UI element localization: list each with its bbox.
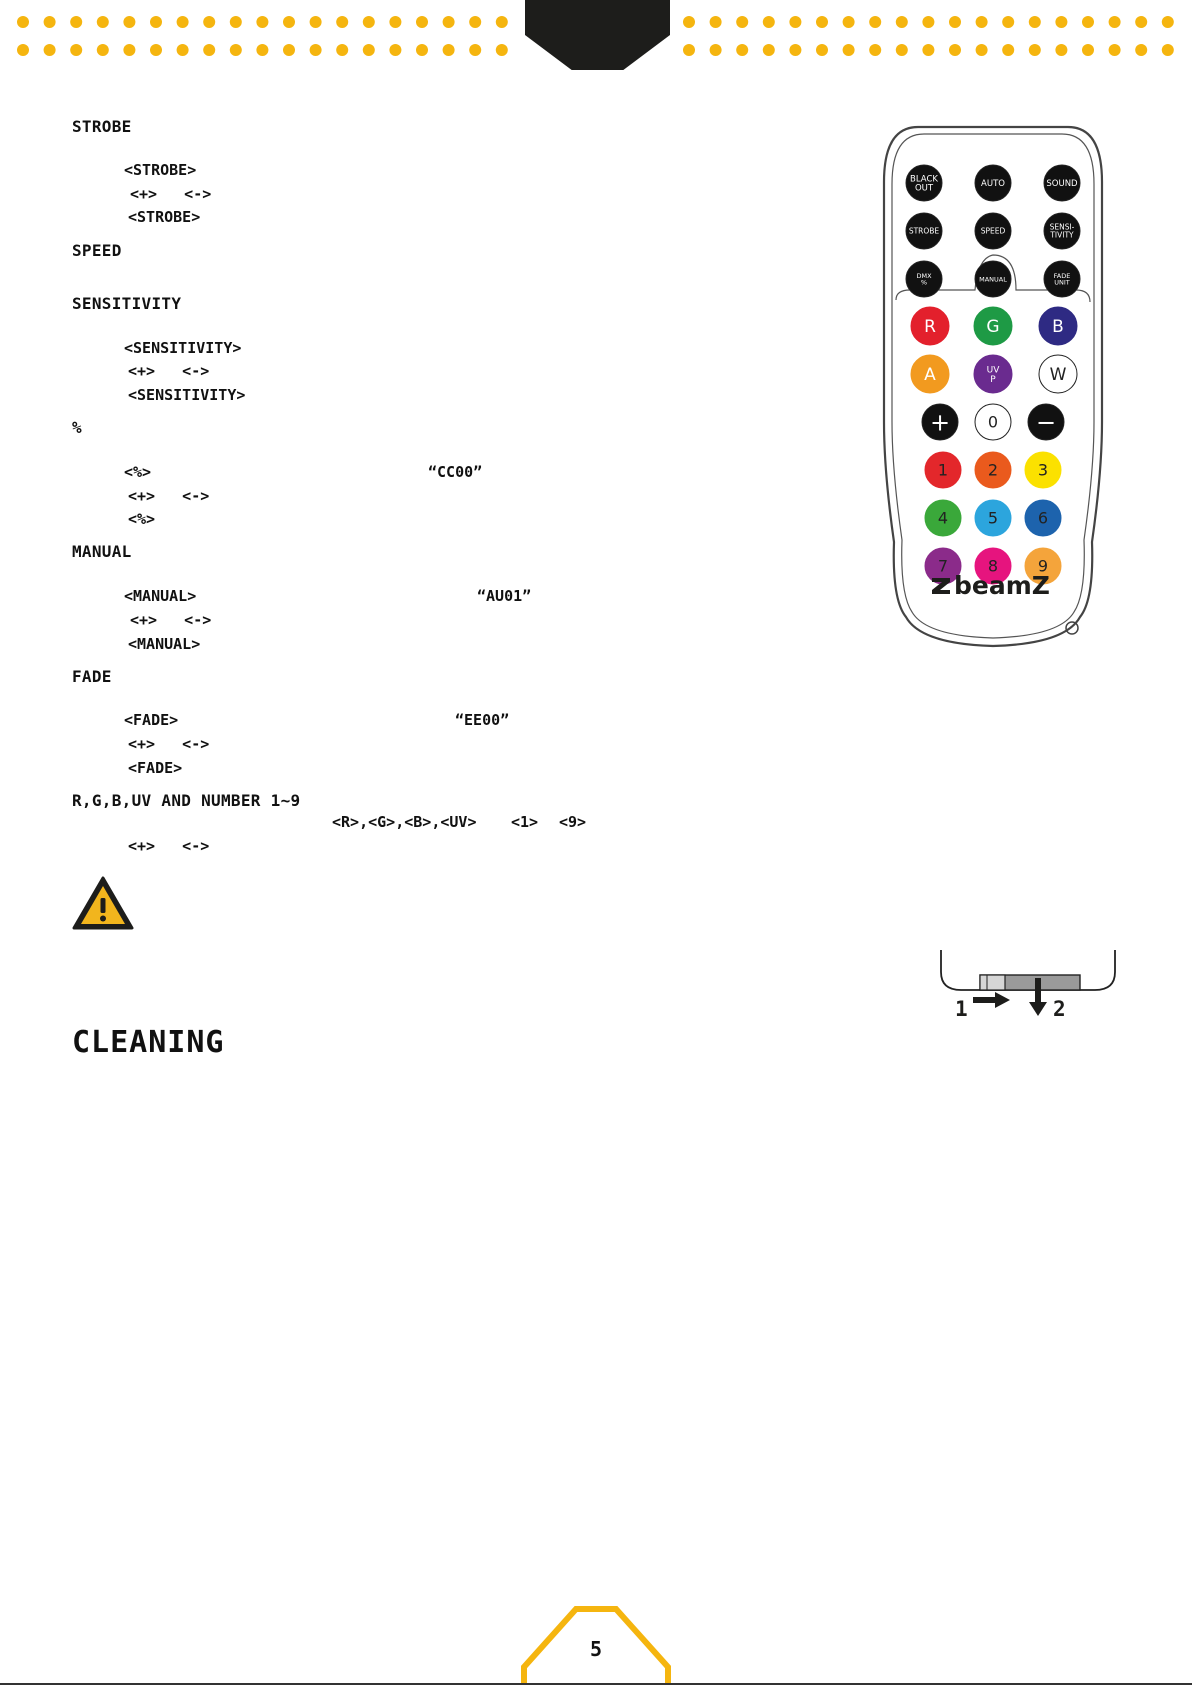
strobe-step-1: <STROBE> <box>124 161 197 179</box>
svg-text:+: + <box>929 408 951 437</box>
header-dot <box>203 16 215 28</box>
header-dot <box>1055 44 1067 56</box>
header-dot <box>869 16 881 28</box>
header-dot <box>283 16 295 28</box>
header-dot <box>203 44 215 56</box>
remote-control-illustration <box>880 122 1106 652</box>
header-dot <box>1135 16 1147 28</box>
remote-button-r2-1 <box>975 213 1011 249</box>
header-dot <box>44 16 56 28</box>
header-dot <box>416 44 428 56</box>
svg-text:P: P <box>990 374 996 385</box>
header-dot <box>789 44 801 56</box>
header-dot <box>1055 16 1067 28</box>
svg-text:G: G <box>986 316 1000 337</box>
svg-text:%: % <box>920 278 928 287</box>
remote-button-2 <box>1044 165 1080 201</box>
svg-text:MANUAL: MANUAL <box>979 275 1007 284</box>
header-dot <box>816 44 828 56</box>
remote-button-r2-2 <box>1044 213 1080 249</box>
svg-text:B: B <box>1052 316 1064 337</box>
header-dot <box>869 44 881 56</box>
svg-text:AUTO: AUTO <box>981 178 1005 189</box>
header-dot <box>177 16 189 28</box>
battery-compartment-diagram <box>935 950 1120 1025</box>
section-title-sensitivity: SENSITIVITY <box>72 294 182 313</box>
header-dot <box>310 16 322 28</box>
header-dot <box>123 16 135 28</box>
remote-brand: beamZ <box>954 571 1050 600</box>
strobe-step-3: <STROBE> <box>128 208 201 226</box>
manual-step-1: <MANUAL> <box>124 587 197 605</box>
svg-text:SENSI-: SENSI- <box>1049 222 1075 232</box>
header-dot <box>283 44 295 56</box>
header-dot <box>710 16 722 28</box>
header-dot <box>123 44 135 56</box>
header-dot <box>70 44 82 56</box>
remote-color-A <box>911 355 949 393</box>
header-dot <box>256 16 268 28</box>
manual-step-2: <+> <-> <box>130 611 212 629</box>
rgb-key-1: <1> <box>511 813 539 831</box>
svg-text:FADE: FADE <box>1053 271 1071 280</box>
fade-code: “EE00” <box>455 711 510 729</box>
header-dot <box>896 16 908 28</box>
percent-code: “CC00” <box>428 463 483 481</box>
header-dot <box>496 44 508 56</box>
header-dot <box>469 16 481 28</box>
remote-color-R <box>911 307 949 345</box>
header-dot <box>976 44 988 56</box>
strobe-step-2: <+> <-> <box>130 185 212 203</box>
header-dot <box>1109 44 1121 56</box>
remote-number-6 <box>1025 500 1061 536</box>
header-dot <box>230 44 242 56</box>
header-dot <box>949 16 961 28</box>
fade-step-3: <FADE> <box>128 759 183 777</box>
svg-text:UNIT: UNIT <box>1054 278 1070 287</box>
sensitivity-step-3: <SENSITIVITY> <box>128 386 246 404</box>
remote-color-G <box>974 307 1012 345</box>
header-dot <box>1002 16 1014 28</box>
remote-control-0 <box>922 404 958 440</box>
header-dot <box>976 16 988 28</box>
step-1-label: 1 <box>955 997 968 1021</box>
header-dot <box>710 44 722 56</box>
rgb-step-2: <+> <-> <box>128 837 210 855</box>
remote-button-1 <box>975 165 1011 201</box>
header-dot <box>469 44 481 56</box>
sensitivity-step-2: <+> <-> <box>128 362 210 380</box>
section-title-manual: MANUAL <box>72 542 132 561</box>
svg-text:2: 2 <box>987 460 999 480</box>
header-dot <box>97 16 109 28</box>
manual-code: “AU01” <box>477 587 532 605</box>
section-title-rgb: R,G,B,UV AND NUMBER 1~9 <box>72 791 301 810</box>
manual-step-3: <MANUAL> <box>128 635 201 653</box>
header-dot <box>1002 44 1014 56</box>
header-dot <box>310 44 322 56</box>
percent-step-3: <%> <box>128 510 156 528</box>
header-dot <box>896 44 908 56</box>
svg-text:0: 0 <box>987 412 999 432</box>
header-dot <box>763 16 775 28</box>
remote-color-B <box>1039 307 1077 345</box>
header-dot <box>683 44 695 56</box>
section-title-cleaning: CLEANING <box>72 1025 225 1060</box>
header-dot <box>230 16 242 28</box>
header-dot <box>1162 16 1174 28</box>
header-dot <box>1082 16 1094 28</box>
svg-text:OUT: OUT <box>914 183 934 194</box>
remote-number-2 <box>975 452 1011 488</box>
section-title-percent: % <box>72 418 82 437</box>
sensitivity-step-1: <SENSITIVITY> <box>124 339 242 357</box>
header-dot <box>763 44 775 56</box>
header-dot <box>949 44 961 56</box>
fade-step-2: <+> <-> <box>128 735 210 753</box>
section-title-fade: FADE <box>72 667 112 686</box>
header-dot <box>177 44 189 56</box>
remote-button-r3-0 <box>906 261 942 297</box>
header-dot <box>70 16 82 28</box>
header-dot <box>336 16 348 28</box>
section-title-speed: SPEED <box>72 241 122 260</box>
remote-number-3 <box>1025 452 1061 488</box>
remote-number-5 <box>975 500 1011 536</box>
header-dot <box>683 16 695 28</box>
remote-number-4 <box>925 500 961 536</box>
header-dot <box>44 44 56 56</box>
header-dot <box>736 16 748 28</box>
step-2-label: 2 <box>1053 997 1066 1021</box>
remote-number-1 <box>925 452 961 488</box>
svg-text:SOUND: SOUND <box>1046 178 1078 189</box>
svg-text:6: 6 <box>1037 508 1049 528</box>
header-dot <box>363 16 375 28</box>
section-title-strobe: STROBE <box>72 117 132 136</box>
svg-text:TIVITY: TIVITY <box>1050 230 1074 240</box>
remote-color-UV/P <box>974 355 1012 393</box>
remote-button-r2-0 <box>906 213 942 249</box>
header-dot <box>736 44 748 56</box>
header-dot <box>389 16 401 28</box>
header-dot <box>150 16 162 28</box>
header-dot <box>256 44 268 56</box>
svg-text:7: 7 <box>937 556 949 576</box>
rgb-color-keys: <R>,<G>,<B>,<UV> <box>332 813 477 831</box>
header-dot <box>416 16 428 28</box>
page-number: 5 <box>589 1637 603 1661</box>
svg-text:R: R <box>924 316 936 337</box>
remote-button-r3-1 <box>975 261 1011 297</box>
svg-text:9: 9 <box>1037 556 1049 576</box>
header-dot <box>843 16 855 28</box>
header-dot <box>1162 44 1174 56</box>
header-dot <box>389 44 401 56</box>
remote-button-0 <box>906 165 942 201</box>
remote-control-2 <box>1028 404 1064 440</box>
header-tab <box>525 0 670 70</box>
svg-text:STROBE: STROBE <box>908 226 940 236</box>
header-dot <box>363 44 375 56</box>
header-dot <box>922 16 934 28</box>
percent-step-1: <%> <box>124 463 152 481</box>
header-dot <box>1109 16 1121 28</box>
fade-step-1: <FADE> <box>124 711 179 729</box>
header-dot <box>336 44 348 56</box>
percent-step-2: <+> <-> <box>128 487 210 505</box>
svg-text:DMX: DMX <box>916 271 932 280</box>
header-dot <box>1135 44 1147 56</box>
svg-text:4: 4 <box>937 508 949 528</box>
remote-control-1 <box>975 404 1011 440</box>
svg-text:5: 5 <box>987 508 999 528</box>
header-dot <box>1029 16 1041 28</box>
header-dot <box>443 44 455 56</box>
svg-text:8: 8 <box>987 556 999 576</box>
remote-color-W <box>1039 355 1077 393</box>
warning-icon <box>71 875 135 931</box>
header-dot <box>150 44 162 56</box>
header-dot <box>789 16 801 28</box>
header-dot <box>17 44 29 56</box>
header-dot <box>816 16 828 28</box>
svg-text:W: W <box>1049 364 1067 385</box>
remote-button-r3-2 <box>1044 261 1080 297</box>
svg-text:3: 3 <box>1037 460 1049 480</box>
svg-text:A: A <box>924 364 936 385</box>
header-dot <box>496 16 508 28</box>
header-dot <box>1029 44 1041 56</box>
svg-text:UV: UV <box>986 365 1000 376</box>
header-dot <box>443 16 455 28</box>
svg-text:1: 1 <box>937 460 949 480</box>
header-dot-pattern <box>0 0 1192 70</box>
svg-text:SPEED: SPEED <box>980 226 1006 236</box>
svg-text:BLACK: BLACK <box>910 174 938 185</box>
header-dot <box>843 44 855 56</box>
rgb-key-9: <9> <box>559 813 587 831</box>
header-dot <box>97 44 109 56</box>
svg-text:−: − <box>1035 408 1057 437</box>
header-dot <box>17 16 29 28</box>
header-dot <box>1082 44 1094 56</box>
header-dot <box>922 44 934 56</box>
